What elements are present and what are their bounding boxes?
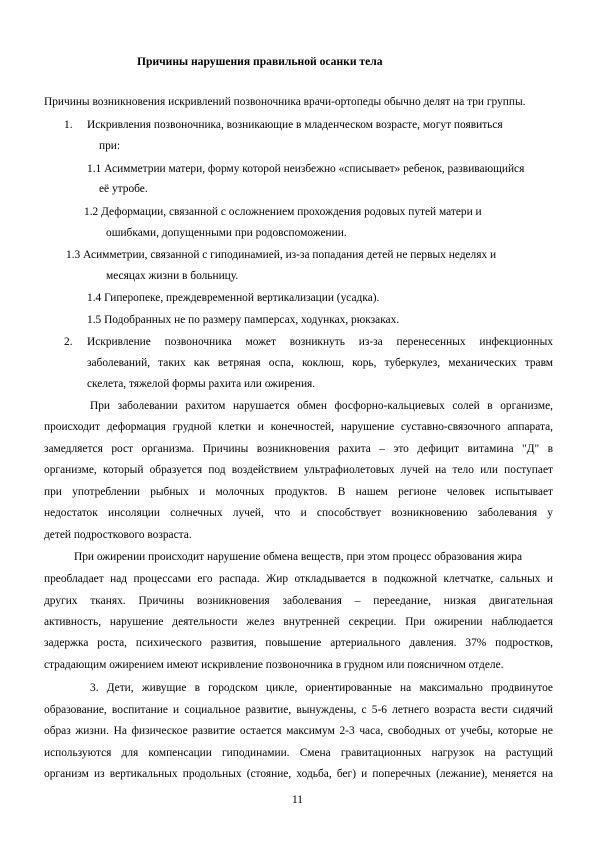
rickets-line-4: организме, который образуется под воздействием ультрафиолетовых лучей на тело или поступает xyxy=(44,464,553,476)
sub-item-1-1-line-2: её утробе. xyxy=(99,183,148,195)
item-1-line-2: при: xyxy=(99,140,121,152)
item-1-line-1: Искривления позвоночника, возникающие в младенческом возрасте, могут появиться xyxy=(87,119,503,131)
item-1-number: 1. xyxy=(64,119,73,131)
page-title: Причины нарушения правильной осанки тела xyxy=(137,55,383,68)
sub-item-1-4: 1.4 Гиперопеке, преждевременной вертикализации (усадка). xyxy=(87,292,380,304)
rickets-line-5: при употреблении рыбных и молочных продуктов. В нашем регионе человек испытывает xyxy=(44,486,553,498)
intro-paragraph: Причины возникновения искривлений позвоночника врачи-ортопеды обычно делят на три группы. xyxy=(44,96,526,108)
sub-item-1-1-line-1: 1.1 Асимметрии матери, форму которой неизбежно «списывает» ребенок, развивающийся xyxy=(87,163,525,175)
item-3-line-5: организм из вертикальных продольных (стояние, ходьба, бег) и поперечных (лежание), меняется на xyxy=(44,768,553,780)
sub-item-1-3-line-1: 1.3 Асимметрии, связанной с гиподинамией, из-за попадания детей не первых неделях и xyxy=(66,249,497,261)
rickets-line-6: недостаток инсоляции солнечных лучей, что и способствует возникновению заболевания у xyxy=(44,507,553,519)
sub-item-1-3-line-2: месяцах жизни в больницу. xyxy=(106,270,239,282)
item-2-number: 2. xyxy=(64,336,73,348)
rickets-line-3: замедляется рост организма. Причины возникновения рахита – это дефицит витамина "Д" в xyxy=(44,443,553,455)
item-3-line-3: образ жизни. На физическое развитие остается максимум 2-3 часа, свободных от учебы, которые не xyxy=(44,725,553,737)
obesity-line-4: активность, нарушение деятельности желез внутренней секреции. При ожирении наблюдается xyxy=(44,616,553,628)
item-2-line-2: заболеваний, таких как ветряная оспа, коклюш, корь, туберкулез, механических травм xyxy=(87,357,553,369)
obesity-line-3: других тканях. Причины возникновения заболевания – переедание, низкая двигательная xyxy=(44,595,553,607)
item-2-line-3: скелета, тяжелой формы рахита или ожирения. xyxy=(87,378,316,390)
rickets-line-2: происходит деформация грудной клетки и конечностей, нарушение суставно-связочного аппарата, xyxy=(44,421,553,433)
sub-item-1-2-line-2: ошибками, допущенными при родовспоможении. xyxy=(106,227,347,239)
obesity-line-5: задержка роста, психического развития, повышение артериального давления. 37% подростков, xyxy=(44,637,553,649)
sub-item-1-2-line-1: 1.2 Деформации, связанной с осложнением прохождения родовых путей матери и xyxy=(84,206,482,218)
item-3-line-1: 3. Дети, живущие в городском цикле, ориентированные на максимально продвинутое xyxy=(90,682,553,694)
rickets-line-1: При заболевании рахитом нарушается обмен фосфорно-кальциевых солей в организме, xyxy=(90,400,553,412)
item-3-line-2: образование, воспитание и социальное развитие, вынуждены, с 5-6 летнего возраста вести сидячий xyxy=(44,704,553,716)
item-3-line-4: используются для компенсации гиподинамии. Смена гравитационных нагрузок на растущий xyxy=(44,747,553,759)
rickets-line-7: детей подросткового возраста. xyxy=(44,529,192,541)
obesity-line-2: преобладает над процессами его распада. Жир откладывается в подкожной клетчатке, сальных и xyxy=(44,573,553,585)
obesity-line-6: страдающим ожирением имеют искривление позвоночника в грудном или поясничном отделе. xyxy=(44,659,504,671)
sub-item-1-5: 1.5 Подобранных не по размеру памперсах, ходунках, рюкзаках. xyxy=(87,314,400,326)
item-2-line-1: Искривление позвоночника может возникнуть из-за перенесенных инфекционных xyxy=(87,336,553,348)
obesity-line-1: При ожирении происходит нарушение обмена веществ, при этом процесс образования жира xyxy=(74,551,523,563)
page-number: 11 xyxy=(292,794,303,806)
